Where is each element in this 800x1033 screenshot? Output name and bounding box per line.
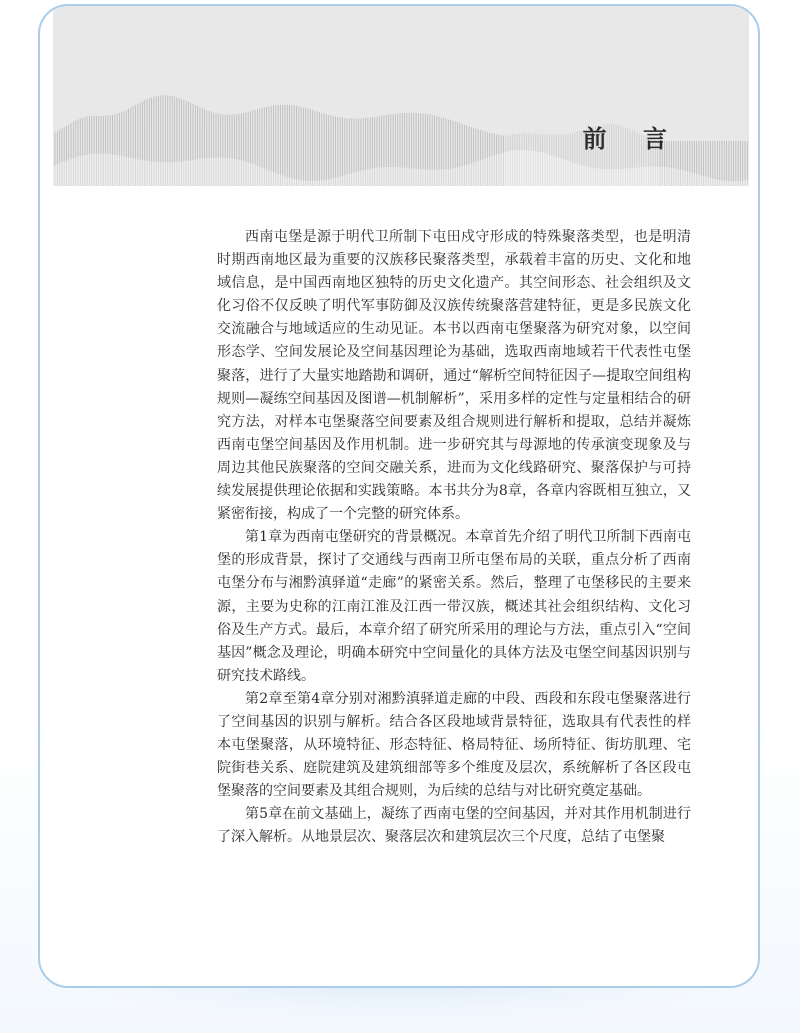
preface-body <box>217 226 691 850</box>
page-title: 前 言 <box>582 124 681 153</box>
paragraph: 西南屯堡是源于明代卫所制下屯田戍守形成的特殊聚落类型，也是明清时期西南地区最为重要的汉族移民聚落类型，承载着丰富的历史、文化和地域信息，是中国西南地区独特的历史文化遗产。其空间形态、社会组织及文化习俗不仅反映了明代军事防御及汉族传统聚落营建特征，更是多民族文化交流融合与地域适应的生动见证。本书以西南屯堡聚落为研究对象，以空间形态学、空间发展论及空间基因理论为基础，选取西南地域若干代表性屯堡聚落，进行了大量实地踏勘和调研，通过“解析空间特征因子—提取空间组构规则—凝练空间基因及图谱—机制解析”，采用多样的定性与定量相结合的研究方法，对样本屯堡聚落空间要素及组合规则进行解析和提取，总结并凝炼西南屯堡空间基因及作用机制。进一步研究其与母源地的传承演变现象及与周边其他民族聚落的空间交融关系，进而为文化线路研究、聚落保护与可持续发展提供理论依据和实践策略。本书共分为8章，各章内容既相互独立，又紧密衔接，构成了一个完整的研究体系。 <box>217 229 691 523</box>
header-banner <box>53 6 749 186</box>
paragraph: 第2章至第4章分别对湘黔滇驿道走廊的中段、西段和东段屯堡聚落进行了空间基因的识别与解析。结合各区段地域背景特征，选取具有代表性的样本屯堡聚落，从环境特征、形态特征、格局特征、场所特征、街坊肌理、宅院街巷关系、庭院建筑及建筑细部等多个维度及层次，系统解析了各区段屯堡聚落的空间要素及其组合规则，为后续的总结与对比研究奠定基础。 <box>217 690 691 800</box>
foreground-ridge <box>53 150 749 186</box>
paragraph: 第1章为西南屯堡研究的背景概况。本章首先介绍了明代卫所制下西南屯堡的形成背景，探讨了交通线与西南卫所屯堡布局的关联，重点分析了西南屯堡分布与湘黔滇驿道“走廊”的紧密关系。然后，整理了屯堡移民的主要来源，主要为史称的江南江淮及江西一带汉族，概述其社会组织结构、文化习俗及生产方式。最后，本章介绍了研究所采用的理论与方法，重点引入“空间基因”概念及理论，明确本研究中空间量化的具体方法及屯堡空间基因识别与研究技术路线。 <box>217 529 691 684</box>
mountain-decoration <box>53 6 749 186</box>
book-page <box>38 4 760 988</box>
paragraph: 第5章在前文基础上，凝练了西南屯堡的空间基因，并对其作用机制进行了深入解析。从地景层次、聚落层次和建筑层次三个尺度，总结了屯堡聚 <box>217 806 691 846</box>
